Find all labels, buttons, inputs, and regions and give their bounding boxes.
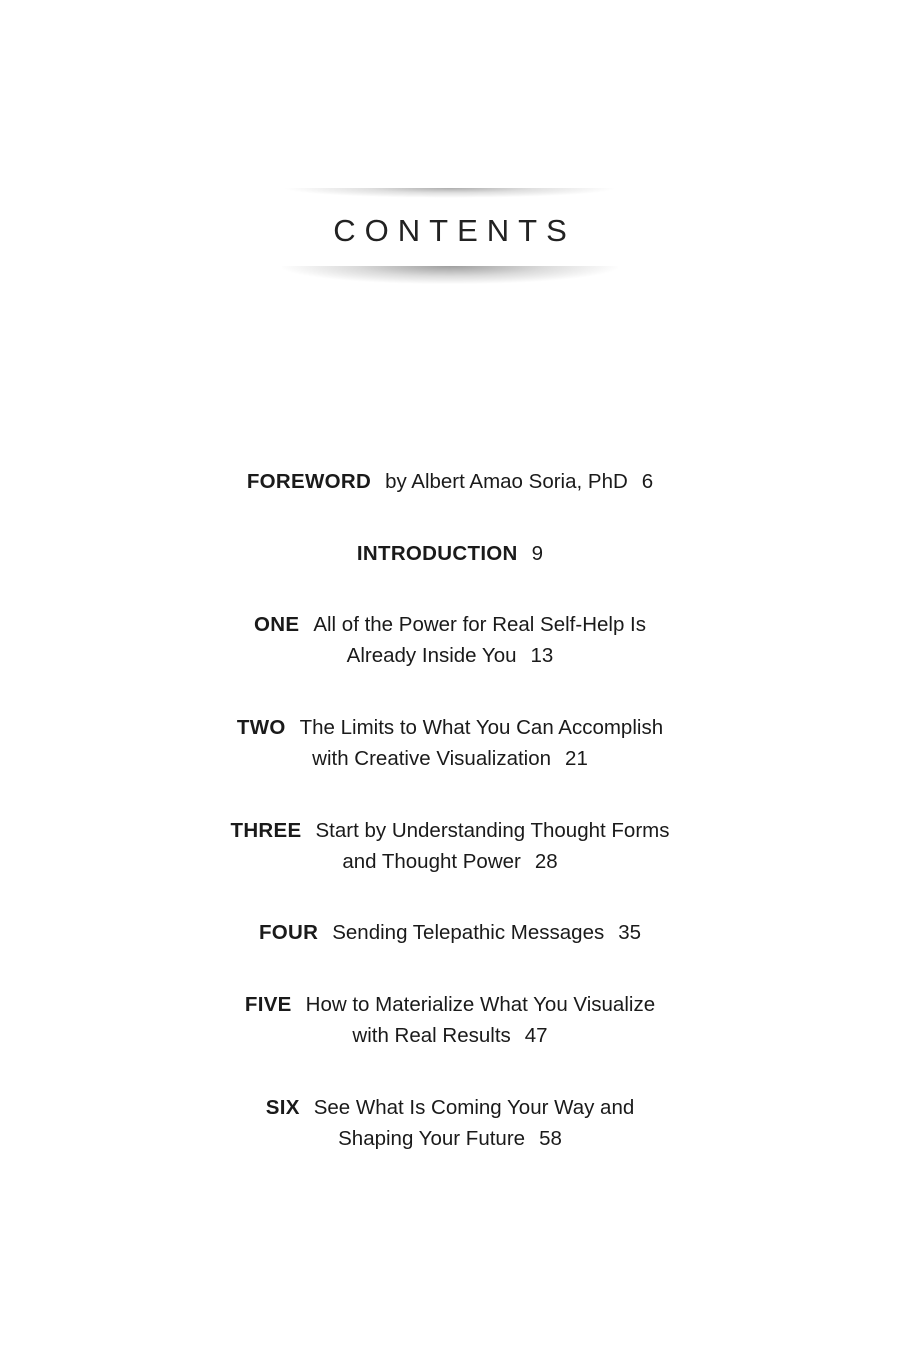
- toc-page-number: 6: [641, 470, 654, 493]
- toc-entry-introduction[interactable]: [170, 538, 730, 569]
- toc-entry-six[interactable]: [170, 1092, 730, 1154]
- toc-title: Start by Understanding Thought Forms: [315, 819, 670, 842]
- banner-shadow-top: [282, 188, 618, 198]
- toc-label: TWO: [236, 716, 286, 739]
- toc-page-number: 28: [534, 850, 558, 873]
- toc-line: [170, 609, 730, 640]
- toc-title: The Limits to What You Can Accomplish: [299, 716, 664, 739]
- toc-line: [170, 1123, 730, 1154]
- toc-title-continued: Shaping Your Future: [338, 1127, 526, 1150]
- toc-label: FOUR: [258, 921, 319, 944]
- toc-title: Sending Telepathic Messages: [332, 921, 605, 944]
- toc-label: ONE: [253, 613, 300, 636]
- toc-page-number: 21: [565, 747, 588, 770]
- toc-line: [170, 466, 730, 497]
- toc-page-number: 9: [531, 542, 544, 565]
- toc-title: by Albert Amao Soria, PhD: [385, 470, 628, 493]
- toc-title: All of the Power for Real Self-Help Is: [313, 613, 647, 636]
- toc-title-continued: with Creative Visualization: [312, 747, 552, 770]
- toc-entry-three[interactable]: [170, 815, 730, 877]
- toc-line: [170, 1092, 730, 1123]
- toc-page-number: 35: [618, 921, 642, 944]
- toc-line: [170, 815, 730, 846]
- toc-line: [170, 846, 730, 877]
- toc-title: How to Materialize What You Visualize: [305, 993, 656, 1016]
- toc-page-number: 58: [539, 1127, 562, 1150]
- contents-banner: [282, 186, 618, 282]
- toc-entry-five[interactable]: [170, 989, 730, 1051]
- page-title: CONTENTS: [333, 213, 576, 248]
- toc-line: [170, 917, 730, 948]
- toc-line: [170, 712, 730, 743]
- toc-title-continued: with Real Results: [352, 1024, 511, 1047]
- toc-label: FIVE: [244, 993, 292, 1016]
- banner-shadow-bottom: [282, 266, 618, 284]
- toc-entry-one[interactable]: [170, 609, 730, 671]
- toc-label: SIX: [265, 1096, 300, 1119]
- toc-line: [170, 640, 730, 671]
- toc-page-number: 13: [530, 644, 554, 667]
- toc-line: [170, 1020, 730, 1051]
- toc-line: [170, 538, 730, 569]
- toc-title-continued: and Thought Power: [342, 850, 521, 873]
- toc-entry-four[interactable]: [170, 917, 730, 948]
- toc-label: THREE: [230, 819, 302, 842]
- toc-page-number: 47: [524, 1024, 548, 1047]
- toc-label: INTRODUCTION: [356, 542, 518, 565]
- toc-entry-two[interactable]: [170, 712, 730, 774]
- toc-entry-foreword[interactable]: [170, 466, 730, 497]
- toc-line: [170, 989, 730, 1020]
- toc-title-continued: Already Inside You: [346, 644, 517, 667]
- toc-label: FOREWORD: [246, 470, 372, 493]
- toc-title: See What Is Coming Your Way and: [313, 1096, 635, 1119]
- toc-line: [170, 743, 730, 774]
